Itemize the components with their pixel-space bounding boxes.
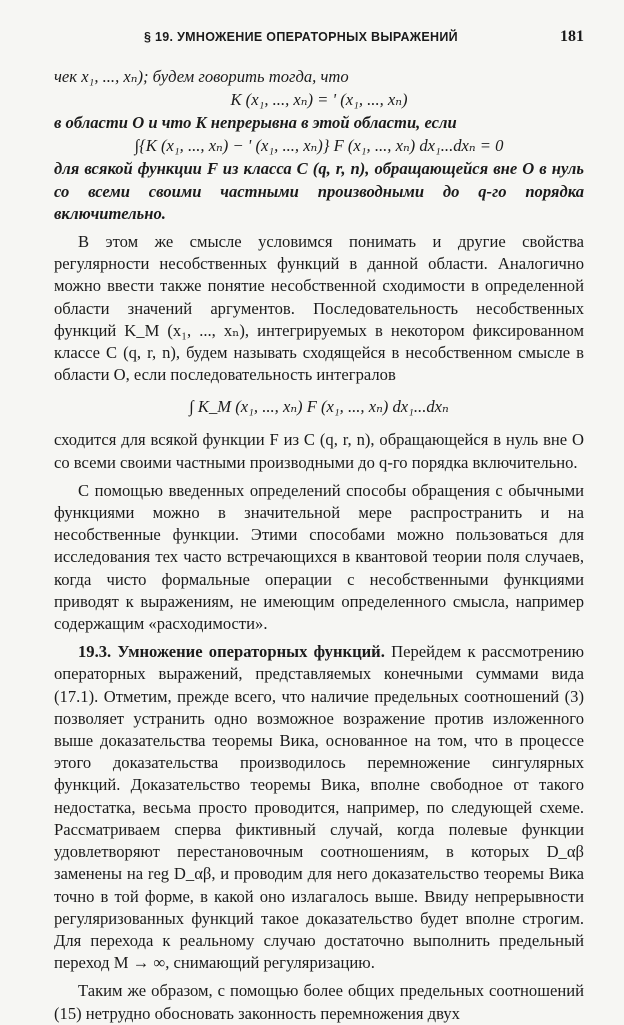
formula-3: ∫ K_M (x₁, ..., xₙ) F (x₁, ..., xₙ) dx₁...dxₙ xyxy=(189,397,449,417)
section-paragraph xyxy=(54,641,584,974)
text-line-1: чек x₁, ..., xₙ); будем говорить тогда, что xyxy=(54,67,349,86)
section-heading: 19.3. Умножение операторных функций. xyxy=(78,642,385,662)
paragraph-methods: С помощью введенных определений способы обращения с обычными функциями можно в значительной мере распространить и на несобственные функции. Этими способами можно пользоваться для исследования тех часто встречающихся в квантовой теории поля случаев, когда чисто формальные операции с несобственными функциями приводят к выражениям, не имеющим определенного смысла, например содержащим «расходимости». xyxy=(54,480,584,634)
paragraph-regularity: В этом же смысле условимся понимать и другие свойства регулярности несобственных функций в данной области. Аналогично можно ввести также понятие несобственной сходимости в определенной области значений аргументов. Последовательность несобственных функций K_M (x₁, ..., xₙ), интегрируемых в некотором фиксированном классе C (q, r, n), будем называть сходящейся в несобственном смысле в области O, если последовательность интегралов xyxy=(54,232,584,385)
book-page xyxy=(54,28,584,1025)
section-text: Перейдем к рассмотрению операторных выражений, представляемых конечными суммами вида (17.1). Отметим, прежде всего, что наличие предельных соотношений (3) позволяет устранить одно возможное возражение против изложенного выше доказательства теоремы Вика, основанное на том, что в процессе этого доказательства производилось перемножение сингулярных функций. Доказательство теоремы Вика, вполне свободное от такого недостатка, весьма просто проводится, например, по следующей схеме. Рассматриваем сперва фиктивный случай, когда полевые функции удовлетворяют перестановочным соотношениям, в которых D_αβ заменены на reg D_αβ, и проводим для него доказательство теоремы Вика точно в той форме, в какой оно излагалось выше. Ввиду непрерывности регуляризованных функций такое доказательство будет вполне строгим. Для перехода к реальному случаю достаточно выполнить предельный переход M → ∞, снимающий регуляризацию. xyxy=(54,642,584,973)
definition-paragraph: для всякой функции F из класса C (q, r, n), обращающейся вне O в нуль со всеми своими частными производными до q-го порядка включительно. xyxy=(54,159,584,223)
page-number: 181 xyxy=(560,28,584,45)
running-title: § 19. УМНОЖЕНИЕ ОПЕРАТОРНЫХ ВЫРАЖЕНИЙ xyxy=(144,30,458,44)
formula-2: ∫{K (x₁, ..., xₙ) − ʹ (x₁, ..., xₙ)} F (x₁, ..., xₙ) dx₁...dxₙ = 0 xyxy=(134,136,504,156)
paragraph-convergence: сходится для всякой функции F из C (q, r, n), обращающейся в нуль вне O со всеми своими частными производными до q-го порядка включительно. xyxy=(54,430,584,472)
text-line-2: в области O и что K непрерывна в этой области, если xyxy=(54,113,457,133)
page-header xyxy=(54,28,584,54)
paragraph-last: Таким же образом, с помощью более общих предельных соотношений (15) нетрудно обосновать законность перемножения двух xyxy=(54,981,584,1023)
formula-1: K (x₁, ..., xₙ) = ʹ (x₁, ..., xₙ) xyxy=(230,90,408,110)
